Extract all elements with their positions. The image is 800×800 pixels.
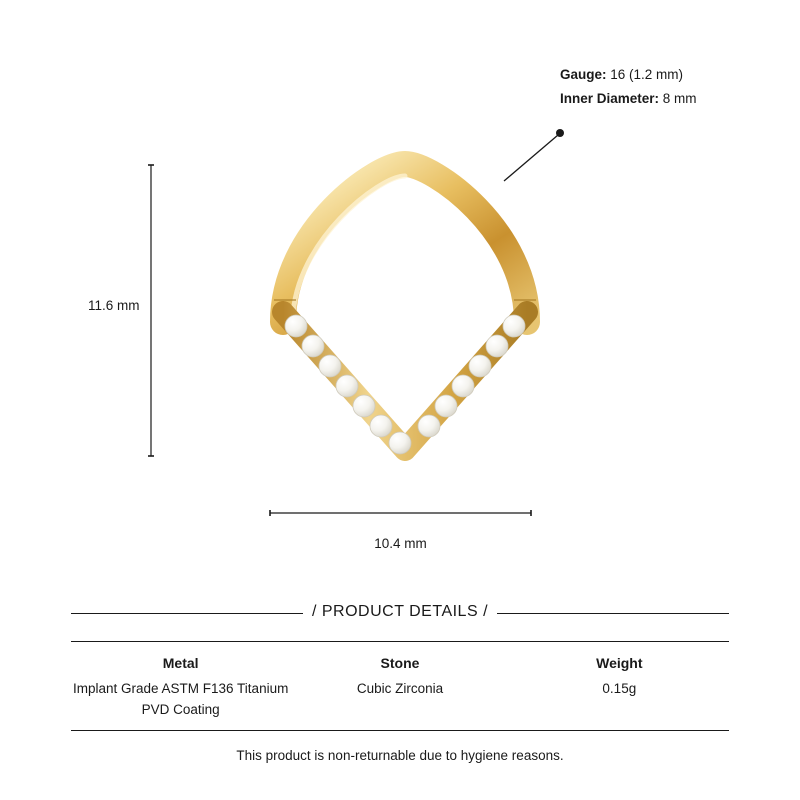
spec-inner-diameter-value: 8 mm: [659, 90, 697, 106]
detail-column-weight: [510, 655, 729, 721]
width-dimension-label: 10.4 mm: [374, 536, 427, 551]
product-image-teardrop-clicker-ring: [255, 150, 555, 480]
product-details-table: [71, 655, 729, 721]
detail-column-metal: [71, 655, 290, 721]
height-dimension-line: [148, 163, 154, 458]
spec-inner-diameter: [560, 87, 697, 111]
spec-callout: [560, 63, 697, 110]
detail-value-metal: Implant Grade ASTM F136 Titanium PVD Coating: [72, 681, 289, 717]
details-rule-bottom: [71, 730, 729, 731]
detail-head-metal: Metal: [162, 655, 199, 671]
return-policy-note: This product is non-returnable due to hygiene reasons.: [236, 748, 564, 763]
details-rule-top: [71, 641, 729, 642]
product-details-heading: / PRODUCT DETAILS /: [311, 603, 489, 620]
width-dimension-line: [268, 510, 533, 516]
detail-value-stone: Cubic Zirconia: [356, 681, 444, 696]
spec-gauge-label: Gauge:: [560, 67, 607, 82]
detail-head-stone: Stone: [380, 655, 420, 671]
height-dimension-label: 11.6 mm: [88, 298, 140, 313]
detail-column-stone: [290, 655, 509, 721]
detail-value-weight: 0.15g: [602, 681, 637, 696]
spec-gauge: [560, 63, 697, 87]
spec-inner-diameter-label: Inner Diameter:: [560, 90, 660, 106]
detail-head-weight: Weight: [596, 655, 643, 671]
spec-gauge-value: 16 (1.2 mm): [606, 67, 684, 82]
